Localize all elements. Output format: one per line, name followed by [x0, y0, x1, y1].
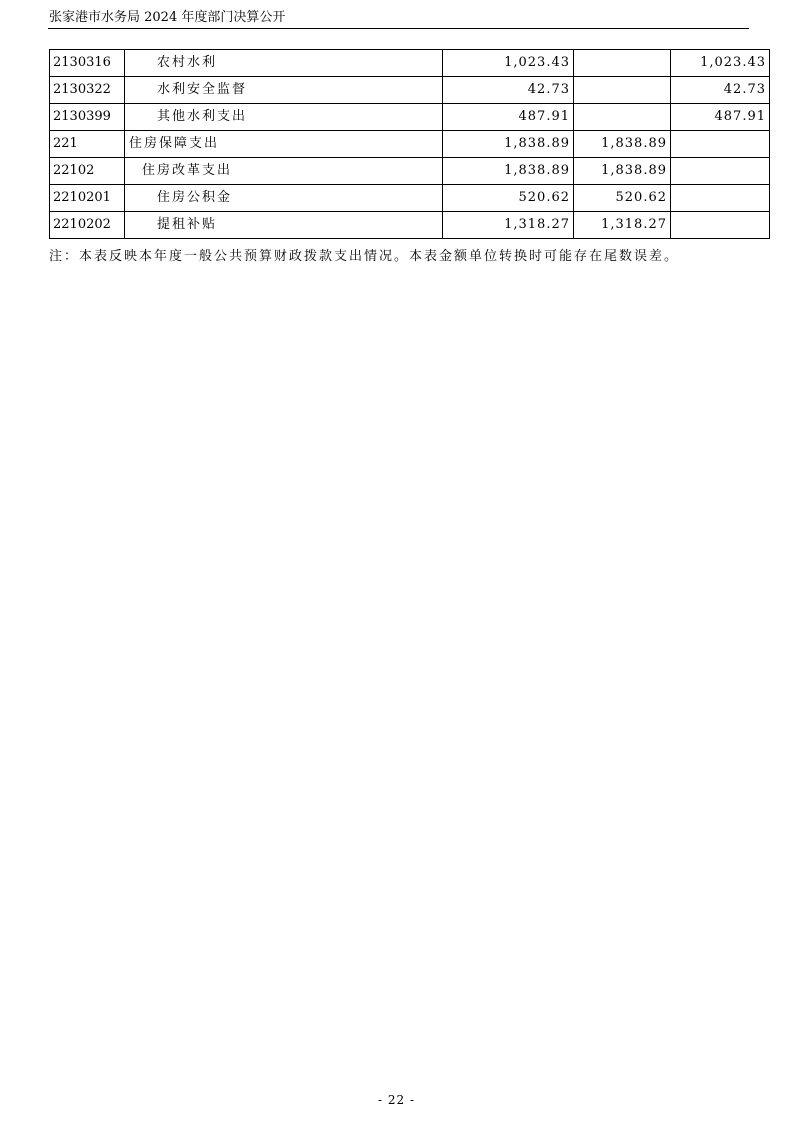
header-rule	[48, 28, 749, 29]
document-title: 张家港市水务局 2024 年度部门决算公开	[49, 10, 286, 25]
project-expenditure: 487.91	[671, 104, 770, 131]
table-row	[50, 104, 770, 131]
table-row	[50, 50, 770, 77]
subject-name: 住房改革支出	[125, 158, 443, 185]
basic-expenditure: 1,318.27	[574, 212, 671, 239]
subject-code: 2210202	[50, 212, 125, 239]
total-amount: 1,318.27	[443, 212, 574, 239]
total-amount: 42.73	[443, 77, 574, 104]
project-expenditure: 1,023.43	[671, 50, 770, 77]
subject-code: 2130322	[50, 77, 125, 104]
table-row	[50, 77, 770, 104]
subject-name: 水利安全监督	[125, 77, 443, 104]
project-expenditure	[671, 131, 770, 158]
table-row	[50, 185, 770, 212]
table-row	[50, 158, 770, 185]
subject-code: 2210201	[50, 185, 125, 212]
subject-name: 住房公积金	[125, 185, 443, 212]
subject-name: 农村水利	[125, 50, 443, 77]
basic-expenditure	[574, 50, 671, 77]
basic-expenditure	[574, 104, 671, 131]
project-expenditure	[671, 185, 770, 212]
project-expenditure	[671, 158, 770, 185]
table-row	[50, 212, 770, 239]
expenditure-table	[49, 49, 770, 239]
basic-expenditure: 520.62	[574, 185, 671, 212]
subject-code: 2130399	[50, 104, 125, 131]
basic-expenditure: 1,838.89	[574, 131, 671, 158]
total-amount: 1,838.89	[443, 131, 574, 158]
subject-name: 提租补贴	[125, 212, 443, 239]
project-expenditure	[671, 212, 770, 239]
basic-expenditure	[574, 77, 671, 104]
document-header	[49, 10, 749, 26]
total-amount: 487.91	[443, 104, 574, 131]
subject-name: 其他水利支出	[125, 104, 443, 131]
total-amount: 1,023.43	[443, 50, 574, 77]
total-amount: 1,838.89	[443, 158, 574, 185]
basic-expenditure: 1,838.89	[574, 158, 671, 185]
table-note: 注：本表反映本年度一般公共预算财政拨款支出情况。本表金额单位转换时可能存在尾数误差。	[49, 249, 680, 264]
subject-code: 2130316	[50, 50, 125, 77]
subject-name: 住房保障支出	[125, 131, 443, 158]
total-amount: 520.62	[443, 185, 574, 212]
table-row	[50, 131, 770, 158]
page-number: - 22 -	[377, 1093, 415, 1107]
subject-code: 221	[50, 131, 125, 158]
subject-code: 22102	[50, 158, 125, 185]
project-expenditure: 42.73	[671, 77, 770, 104]
